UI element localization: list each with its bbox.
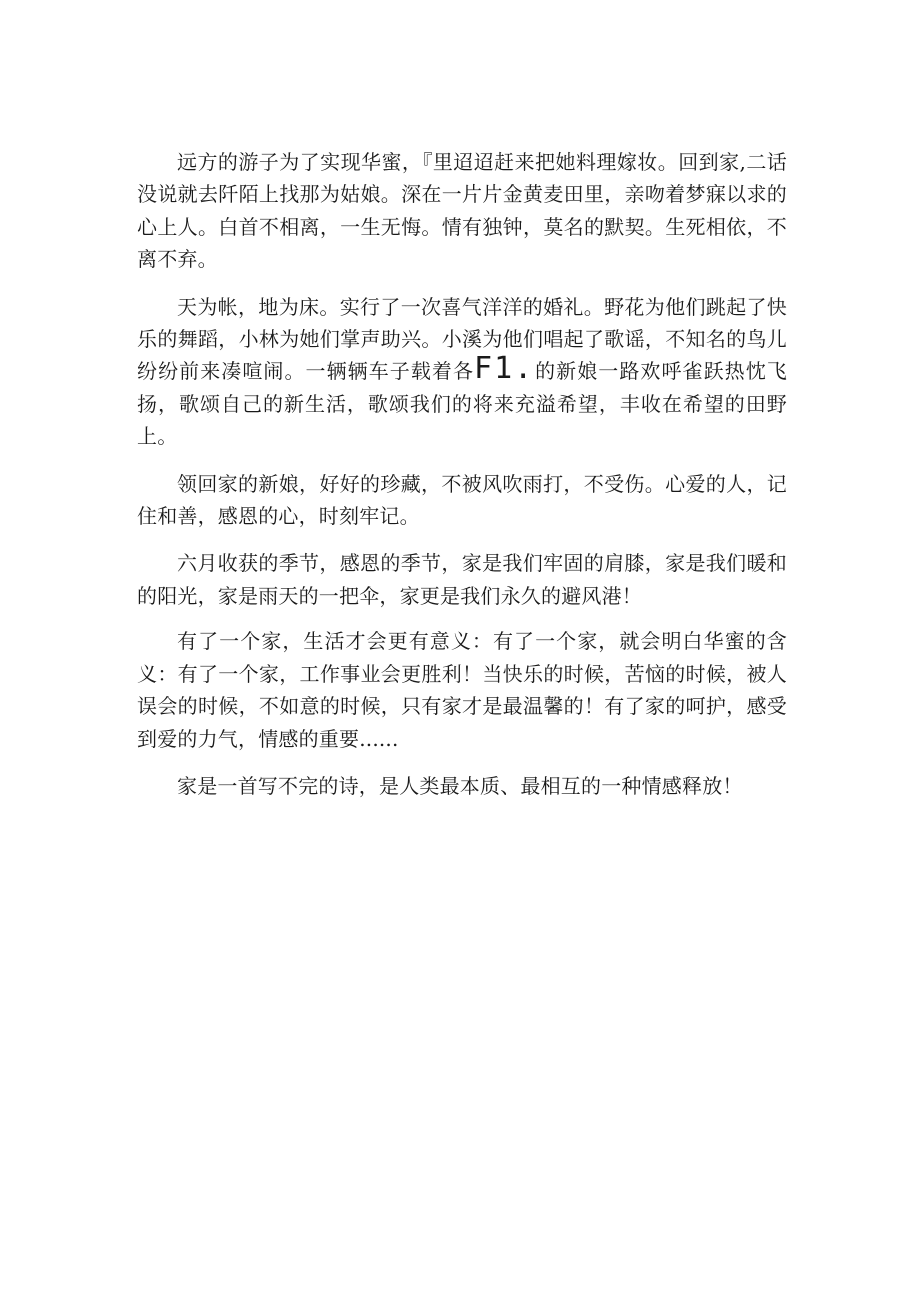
- paragraph-3: 领回家的新娘，好好的珍藏，不被风吹雨打，不受伤。心爱的人，记住和善，感恩的心，时刻牢记。: [137, 471, 787, 529]
- paragraph-1: 远方的游子为了实现华蜜，『里迢迢赶来把她料理嫁妆。回到家,二话没说就去阡陌上找那为姑娘。深在一片片金黄麦田里，亲吻着梦寐以求的心上人。白首不相离，一生无悔。情有独钟，莫名的默契。生死相依，不离不弃。: [137, 150, 787, 272]
- document-body: [137, 146, 787, 817]
- paragraph-2-text-before: 天为帐，地为床。实行了一次喜气洋洋的婚礼。野花为他们跳起了快乐的舞蹈，小林为她们掌声助兴。小溪为他们唱起了歌谣，不知名的鸟儿纷纷前来凑喧闹。一辆辆车子载着各: [137, 294, 787, 384]
- paragraph-2-text-after: 的新娘一路欢呼雀跃热忱飞扬，歌颂自己的新生活，歌颂我们的将来充溢希望，丰收在希望的田野上。: [137, 359, 787, 449]
- paragraph-2-emphasis: F1.: [474, 351, 535, 387]
- paragraph-4: 六月收获的季节，感恩的季节，家是我们牢固的肩膝，家是我们暖和的阳光，家是雨天的一把伞，家更是我们永久的避风港！: [137, 551, 787, 608]
- paragraph-2: [137, 291, 787, 453]
- paragraph-5: 有了一个家，生活才会更有意义：有了一个家，就会明白华蜜的含义：有了一个家，工作事业会更胜利！当快乐的时候，苦恼的时候，被人误会的时候，不如意的时候，只有家才是最温馨的！有了家的呵护，感受到爱的力气，情感的重要......: [137, 629, 787, 751]
- paragraph-6: 家是一首写不完的诗，是人类最本质、最相互的一种情感释放！: [177, 773, 743, 798]
